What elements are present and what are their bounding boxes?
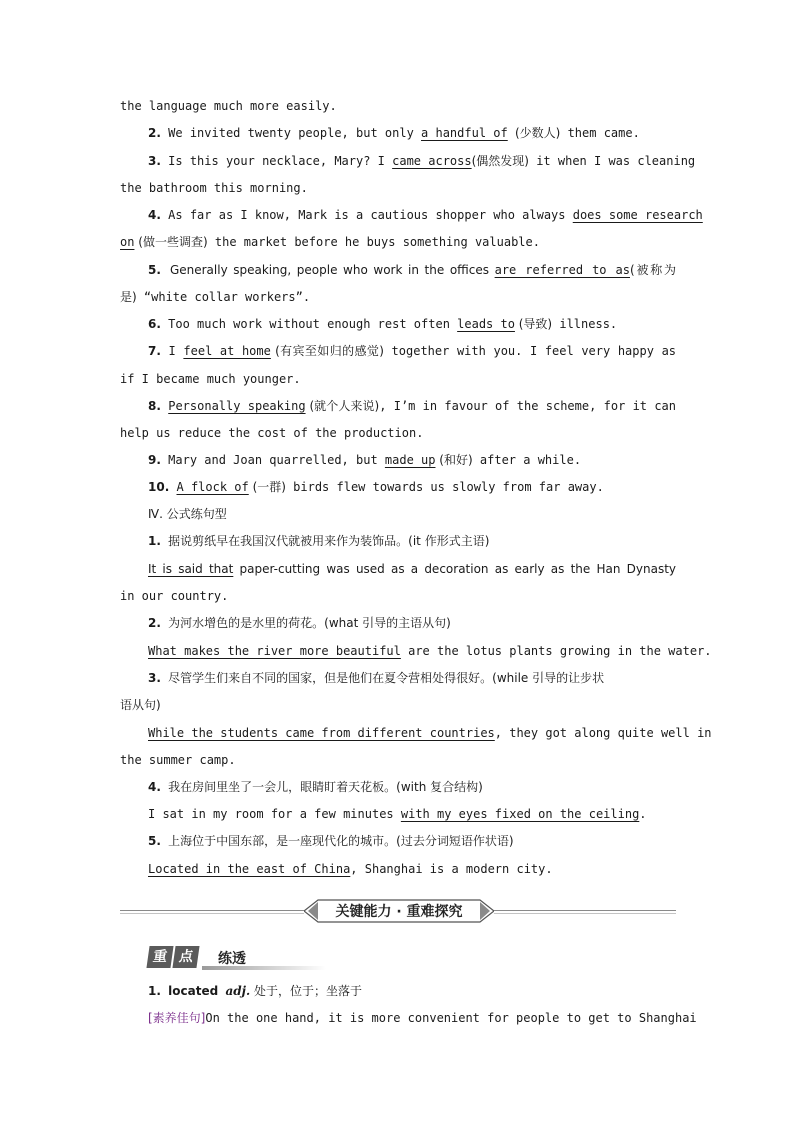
- exercise-item: [148, 316, 676, 332]
- chinese-gloss: 是): [120, 290, 137, 304]
- exercise-item: [148, 779, 676, 795]
- badge-chip: 重: [146, 946, 173, 968]
- section-heading: [148, 506, 676, 522]
- exercise-item: [148, 533, 676, 549]
- item-number: 6.: [148, 317, 161, 331]
- section-heading-text: Ⅳ. 公式练句型: [148, 507, 227, 521]
- chinese-gloss: (被称为: [629, 263, 676, 277]
- part-of-speech: adj.: [225, 984, 251, 998]
- exercise-item: [148, 479, 676, 495]
- exercise-item: [148, 262, 676, 278]
- answer-phrase: feel at home: [183, 344, 271, 358]
- chinese-gloss: (一群): [248, 480, 286, 494]
- item-number: 10.: [148, 480, 170, 494]
- exercise-item: [148, 153, 696, 169]
- sentence-text: Mary and Joan quarrelled, but: [168, 453, 385, 467]
- sentence-text: after a while.: [472, 453, 582, 467]
- sentence-text: As far as I know, Mark is a cautious shopper who always: [168, 208, 573, 222]
- sentence-text: paper-cutting was used as a decoration as early as the Han Dynasty: [233, 562, 677, 576]
- sentence-text: are the lotus plants growing in the water.: [400, 644, 712, 658]
- exercise-item: [148, 833, 676, 849]
- badge-label: 练透: [218, 951, 246, 967]
- item-number: 3.: [148, 154, 161, 168]
- sentence-text: it when I was cleaning: [528, 154, 696, 168]
- exercise-item: [148, 343, 676, 359]
- item-number: 1.: [148, 984, 161, 998]
- sentence-text: I: [168, 344, 184, 358]
- example-tag: [素养佳句]: [148, 1011, 206, 1025]
- answer-line: [148, 861, 676, 877]
- answer-phrase: with my eyes fixed on the ceiling: [400, 807, 640, 821]
- exercise-item: [148, 207, 703, 223]
- sentence-text: On the one hand, it is more convenient for people to get to Shanghai: [205, 1011, 697, 1025]
- exercise-item: [148, 615, 676, 631]
- answer-phrase: A flock of: [176, 480, 249, 494]
- sentence-text: the summer camp.: [120, 753, 236, 767]
- answer-phrase: While the students came from different countries: [148, 726, 495, 740]
- vocab-meaning: 处于，位于；坐落于: [250, 984, 362, 998]
- item-number: 7.: [148, 344, 161, 358]
- item-number: 4.: [148, 208, 161, 222]
- answer-phrase: What makes the river more beautiful: [148, 644, 401, 658]
- example-sentence: [148, 1010, 697, 1026]
- key-point-badge: [146, 946, 326, 970]
- sentence-text: “white collar workers”.: [136, 290, 311, 304]
- banner-title: 关键能力 · 重难探究: [335, 904, 463, 920]
- chinese-prompt: 我在房间里坐了一会儿，眼睛盯着天花板。(with 复合结构): [168, 780, 483, 794]
- answer-line: [148, 643, 712, 659]
- item-number: 3.: [148, 671, 161, 685]
- item-number: 8.: [148, 399, 161, 413]
- sentence-text: together with you. I feel very happy as: [383, 344, 677, 358]
- answer-phrase: Personally speaking: [168, 399, 306, 413]
- chinese-gloss: (和好): [435, 453, 473, 467]
- chinese-gloss: (有宾至如归的感觉): [270, 344, 384, 358]
- item-number: 5.: [148, 834, 161, 848]
- sentence-text: Is this your necklace, Mary? I: [168, 154, 393, 168]
- text-line: [120, 588, 676, 604]
- item-number: 5.: [148, 263, 161, 277]
- answer-phrase: came across: [392, 154, 472, 168]
- text-line: [120, 180, 676, 196]
- exercise-item: [148, 452, 676, 468]
- chinese-gloss: (少数人): [514, 126, 561, 140]
- item-number: 9.: [148, 453, 161, 467]
- answer-line: [148, 806, 676, 822]
- answer-phrase: leads to: [457, 317, 515, 331]
- answer-phrase: Located in the east of China: [148, 862, 351, 876]
- answer-phrase: on: [120, 235, 135, 249]
- item-number: 1.: [148, 534, 161, 548]
- text-line: [120, 234, 676, 250]
- sentence-text: help us reduce the cost of the production.: [120, 426, 424, 440]
- chinese-gloss: (偶然发现): [471, 154, 529, 168]
- exercise-item: [148, 125, 676, 141]
- vocab-word: located: [168, 984, 219, 998]
- answer-line: [148, 725, 712, 741]
- exercise-item: [148, 398, 676, 414]
- item-number: 2.: [148, 126, 161, 140]
- chinese-prompt: 尽管学生们来自不同的国家，但是他们在夏令营相处得很好。(while 引导的让步状: [168, 671, 605, 685]
- sentence-text: illness.: [552, 317, 618, 331]
- text-line: [120, 425, 676, 441]
- sentence-text: , I’m in favour of the scheme, for it can: [379, 399, 676, 413]
- sentence-text: the market before he buys something valuable.: [207, 235, 540, 249]
- chinese-gloss: (做一些调查): [134, 235, 208, 249]
- banner-box: [304, 898, 494, 924]
- sentence-text: We invited twenty people, but only: [168, 126, 422, 140]
- text-line: [120, 752, 676, 768]
- chinese-gloss: (导致): [514, 317, 553, 331]
- sentence-text: birds flew towards us slowly from far away.: [285, 480, 604, 494]
- item-number: 4.: [148, 780, 161, 794]
- sentence-text: the bathroom this morning.: [120, 181, 308, 195]
- answer-phrase: are referred to as: [494, 263, 630, 277]
- answer-phrase: It is said that: [148, 562, 234, 576]
- text-line: [120, 697, 676, 713]
- chinese-prompt: 据说剪纸早在我国汉代就被用来作为装饰品。(it 作形式主语): [168, 534, 490, 548]
- section-banner: [120, 898, 676, 926]
- sentence-text: .: [639, 807, 647, 821]
- answer-phrase: made up: [384, 453, 436, 467]
- chinese-prompt: 为河水增色的是水里的荷花。(what 引导的主语从句): [168, 616, 451, 630]
- sentence-text: , Shanghai is a modern city.: [350, 862, 553, 876]
- text-line: [120, 289, 676, 305]
- badge-chip: 点: [172, 946, 199, 968]
- chinese-prompt: 语从句): [120, 698, 161, 712]
- sentence-text: Generally speaking, people who work in the offices: [169, 263, 495, 277]
- text-line: [120, 98, 676, 114]
- sentence-text: the language much more easily.: [120, 99, 337, 113]
- sentence-text: in our country.: [120, 589, 229, 603]
- answer-phrase: does some research: [572, 208, 703, 222]
- item-number: 2.: [148, 616, 161, 630]
- chinese-gloss: (就个人来说): [305, 399, 380, 413]
- sentence-text: , they got along quite well in: [494, 726, 712, 740]
- answer-phrase: a handful of: [421, 126, 508, 140]
- sentence-text: them came.: [560, 126, 640, 140]
- sentence-text: Too much work without enough rest often: [168, 317, 458, 331]
- vocab-item: [148, 983, 676, 999]
- text-line: [120, 371, 676, 387]
- exercise-item: [148, 670, 676, 686]
- sentence-text: I sat in my room for a few minutes: [148, 807, 401, 821]
- sentence-text: if I became much younger.: [120, 372, 301, 386]
- answer-line: [148, 561, 676, 577]
- chinese-prompt: 上海位于中国东部，是一座现代化的城市。(过去分词短语作状语): [168, 834, 514, 848]
